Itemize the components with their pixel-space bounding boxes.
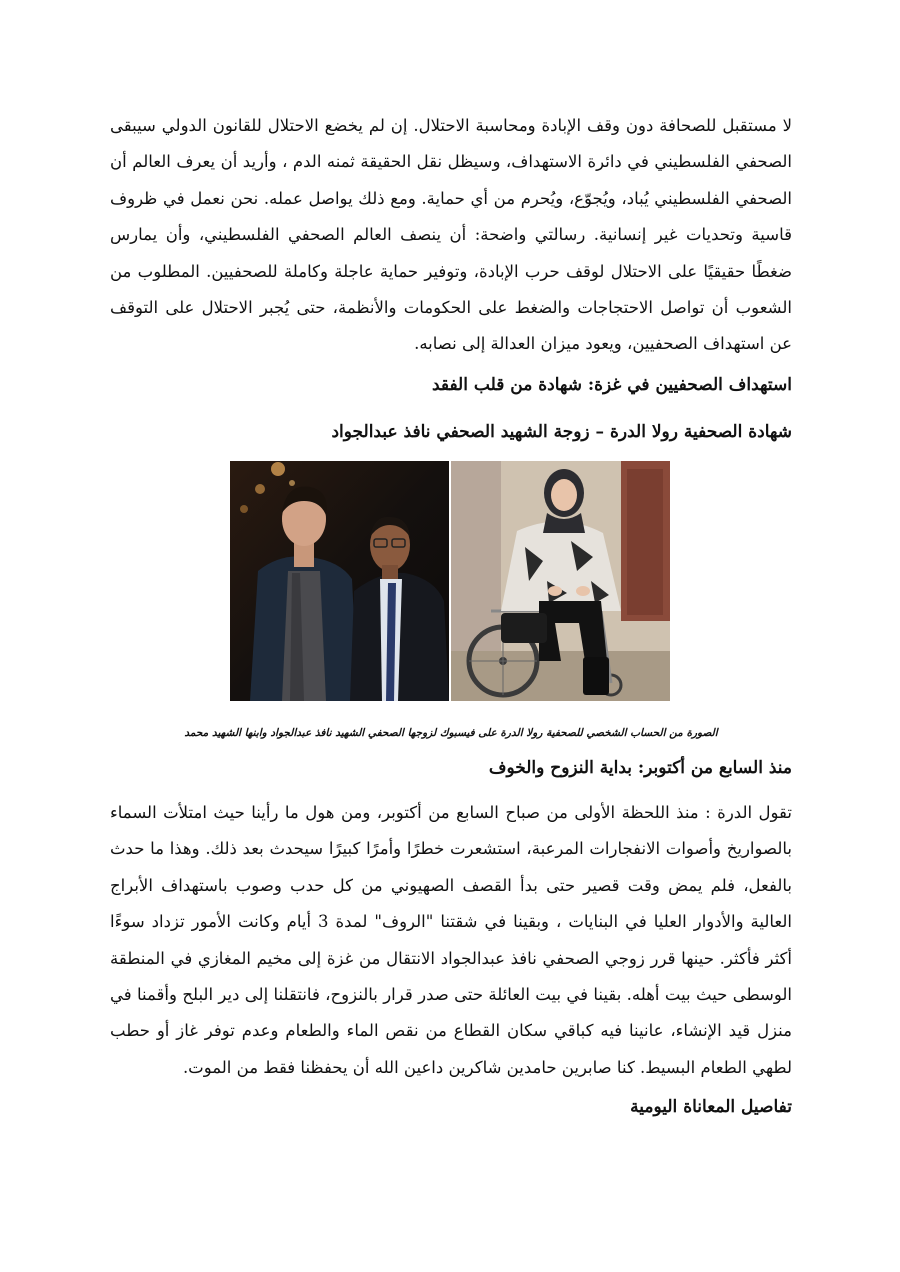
photo-caption: الصورة من الحساب الشخصي للصحفية رولا الدرة على فيسبوك لزوجها الصحفي الشهيد نافذ عبدالجواد وابنها الشهيد محمد bbox=[184, 726, 718, 739]
photo-father-and-son bbox=[230, 461, 449, 701]
testimony-heading: شهادة الصحفية رولا الدرة – زوجة الشهيد الصحفي نافذ عبدالجواد bbox=[331, 422, 792, 442]
intro-paragraph: لا مستقبل للصحافة دون وقف الإبادة ومحاسبة الاحتلال. إن لم يخضع الاحتلال للقانون الدولي سيبقى الصحفي الفلسطيني في دائرة الاستهداف، وسيظل نقل الحقيقة ثمنه الدم ، وأريد أن يعرف العالم أن الصحفي الفلسطيني يُباد، ويُجوّع، ويُحرم من أي حماية. ومع ذلك يواصل عمله. نحن نعمل في ظروف قاسية وتحديات غير إنسانية. رسالتي واضحة: أن ينصف العالم الصحفي الفلسطيني، وأن يمارس ضغطًا حقيقيًا على الاحتلال لوقف حرب الإبادة، وتوفير حماية عاجلة وكاملة للصحفيين. المطلوب من الشعوب أن تواصل الاحتجاجات والضغط على الحكومات والأنظمة، حتى يُجبر الاحتلال على التوقف عن استهداف الصحفيين، ويعود ميزان العدالة إلى نصابه. bbox=[110, 116, 792, 354]
photo-collage bbox=[230, 461, 670, 701]
subheading-daily-suffering: تفاصيل المعاناة اليومية bbox=[630, 1097, 792, 1117]
photo-journalist-wheelchair bbox=[451, 461, 670, 701]
subheading-october: منذ السابع من أكتوبر: بداية النزوح والخوف bbox=[488, 758, 792, 778]
section-heading: استهداف الصحفيين في غزة: شهادة من قلب الفقد bbox=[431, 375, 792, 395]
october-paragraph: تقول الدرة : منذ اللحظة الأولى من صباح السابع من أكتوبر، ومن هول ما رأينا حيث امتلأت السماء بالصواريخ وأصوات الانفجارات المرعبة، استشعرت خطرًا وأمرًا كبيرًا سيحدث بعد ذلك. وهذا ما حدث بالفعل، فلم يمض وقت قصير حتى بدأ القصف الصهيوني من كل حدب وصوب باستهداف الأبراج العالية والأدوار العليا في البنايات ، وبقينا في شقتنا "الروف" لمدة 3 أيام وكانت الأمور تزداد سوءًا أكثر فأكثر. حينها قرر زوجي الصحفي نافذ عبدالجواد الانتقال من غزة إلى مخيم المغازي في المنطقة الوسطى حيث بيت أهله. بقينا في بيت العائلة حتى صدر قرار بالنزوح، فانتقلنا إلى دير البلح وأقمنا في منزل قيد الإنشاء، عانينا فيه كباقي سكان القطاع من نقص الماء والطعام وعدم توفر غاز أو حطب لطهي الطعام البسيط. كنا صابرين حامدين شاكرين داعين الله أن يحفظنا فقط من الموت. bbox=[110, 803, 793, 1077]
